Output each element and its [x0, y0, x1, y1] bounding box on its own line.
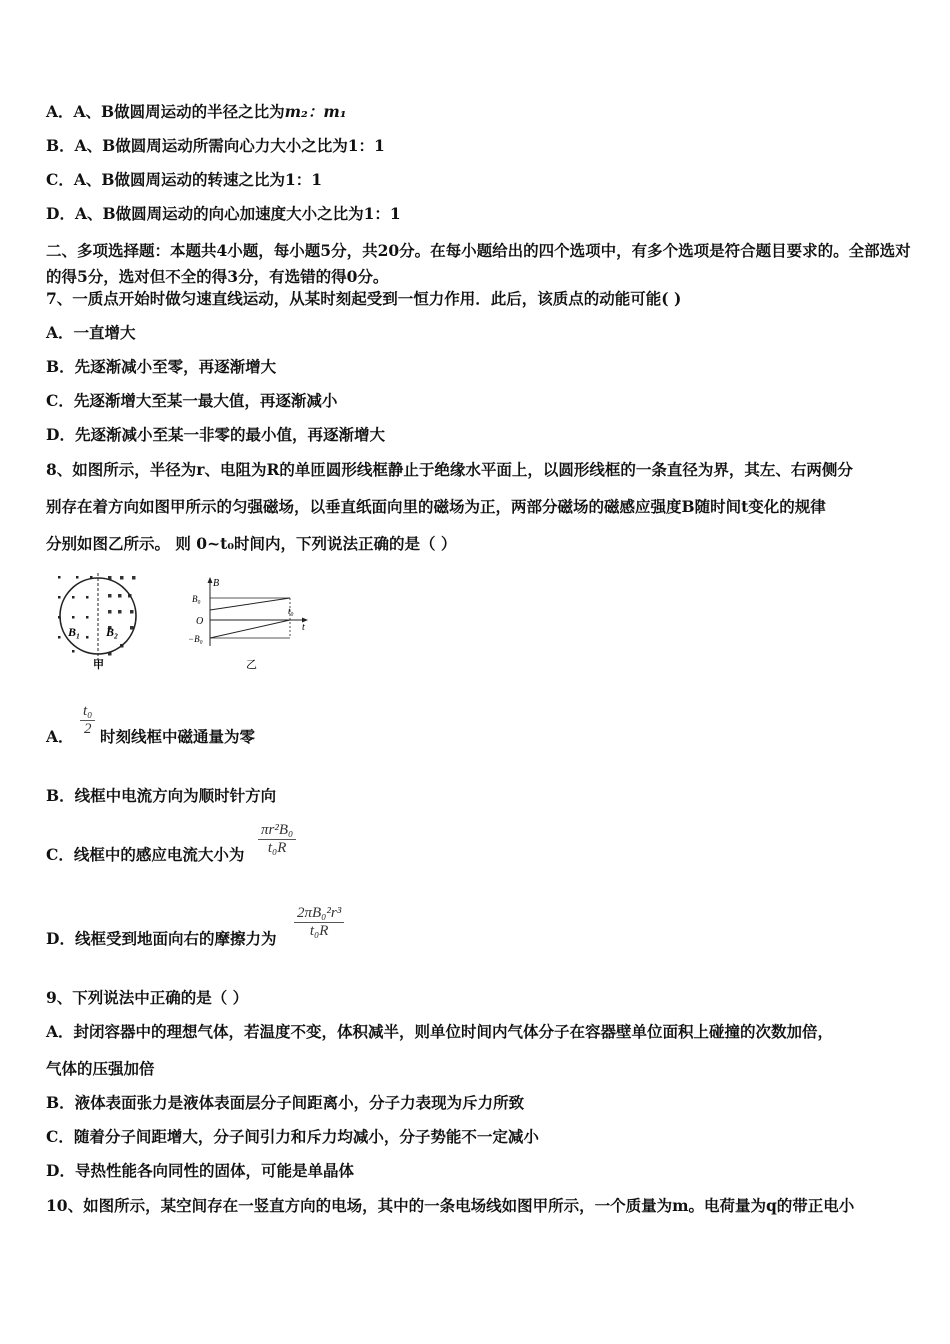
q8-stem-line3: 分别如图乙所示。 则 0~t₀时间内，下列说法正确的是（ ） [46, 534, 457, 553]
section2-header: 二、多项选择题：本题共4小题，每小题5分，共20分。在每小题给出的四个选项中，有多个选项是符合题目要求的。全部选对的得5分，选对但不全的得3分，有选错的得0分。 [46, 241, 911, 286]
q6-option-b: B．A、B做圆周运动所需向心力大小之比为1：1 [46, 136, 385, 155]
series-b2-line [210, 620, 290, 638]
field-dots-left [58, 576, 93, 653]
tick-neg-b0: −B₀ [188, 634, 203, 644]
q7-option-d: D．先逐渐减小至某一非零的最小值，再逐渐增大 [46, 425, 385, 444]
q6-option-c: C．A、B做圆周运动的转速之比为1：1 [46, 170, 323, 189]
q8-option-b: B．线框中电流方向为顺时针方向 [46, 786, 277, 805]
frac-num: πr²B₀ [261, 822, 294, 838]
q8-stem-line1: 8、如图所示，半径为r、电阻为R的单匝圆形线框静止于绝缘水平面上，以圆形线框的一条直径为界，其左、右两侧分 [46, 460, 853, 479]
origin-label: O [196, 616, 204, 627]
q7-stem: 7、一质点开始时做匀速直线运动，从某时刻起受到一恒力作用．此后，该质点的动能可能( ) [46, 289, 682, 308]
q8-option-d-fraction [294, 905, 344, 940]
q9-option-a-line1: A．封闭容器中的理想气体，若温度不变，体积减半，则单位时间内气体分子在容器壁单位面积上碰撞的次数加倍， [46, 1022, 834, 1041]
frac-num: t₀ [83, 703, 93, 719]
tick-b0: B₀ [192, 594, 201, 604]
q8-figure-jia [50, 570, 150, 670]
q6-ratio: m₂：m₁ [284, 102, 347, 121]
series-b1-line [210, 598, 290, 610]
q10-stem: 10、如图所示，某空间存在一竖直方向的电场，其中的一条电场线如图甲所示，一个质量为m。电荷量为q的带正电小 [46, 1196, 855, 1215]
q8-option-a-text: 时刻线框中磁通量为零 [100, 727, 256, 746]
q6-option-a: A．A、B做圆周运动的半径之比为m₂：m₁ [46, 102, 347, 121]
q8-option-a-fraction [80, 703, 95, 738]
axis-label-b: B [213, 578, 220, 589]
tick-t0: t₀ [288, 606, 294, 616]
q6-option-d: D．A、B做圆周运动的向心加速度大小之比为1：1 [46, 204, 401, 223]
q8-figure-yi [186, 576, 316, 672]
q8-option-c-text: C．线框中的感应电流大小为 [46, 845, 245, 864]
q7-option-c: C．先逐渐增大至某一最大值，再逐渐减小 [46, 391, 338, 410]
label-b2: B₂ [106, 625, 119, 639]
frac-den: t₀R [309, 923, 329, 939]
q8-option-c-fraction [258, 822, 296, 857]
q8-option-a-prefix: A． [46, 727, 74, 746]
q9-option-a-line2: 气体的压强加倍 [46, 1059, 155, 1078]
q7-option-a: A．一直增大 [46, 323, 136, 342]
q8-stem-line2: 别存在着方向如图甲所示的匀强磁场，以垂直纸面向里的磁场为正，两部分磁场的磁感应强度B随时间t变化的规律 [46, 497, 826, 516]
q9-stem: 9、下列说法中正确的是（ ） [46, 988, 249, 1007]
q9-option-c: C．随着分子间距增大，分子间引力和斥力均减小，分子势能不一定减小 [46, 1127, 539, 1146]
field-marks-right [108, 576, 136, 656]
q7-option-b: B．先逐渐减小至零，再逐渐增大 [46, 357, 277, 376]
label-b1: B₁ [68, 625, 81, 639]
frac-den: t₀R [267, 840, 287, 856]
frac-num: 2πB₀²r³ [297, 905, 342, 921]
q9-option-b: B．液体表面张力是液体表面层分子间距离小，分子力表现为斥力所致 [46, 1093, 525, 1112]
q8-option-d-text: D．线框受到地面向右的摩擦力为 [46, 929, 277, 948]
axis-label-t: t [302, 622, 305, 633]
frac-den: 2 [83, 721, 92, 737]
q9-option-d: D．导热性能各向同性的固体，可能是单晶体 [46, 1161, 354, 1180]
caption-yi: 乙 [246, 659, 257, 671]
caption-jia: 甲 [93, 659, 104, 670]
